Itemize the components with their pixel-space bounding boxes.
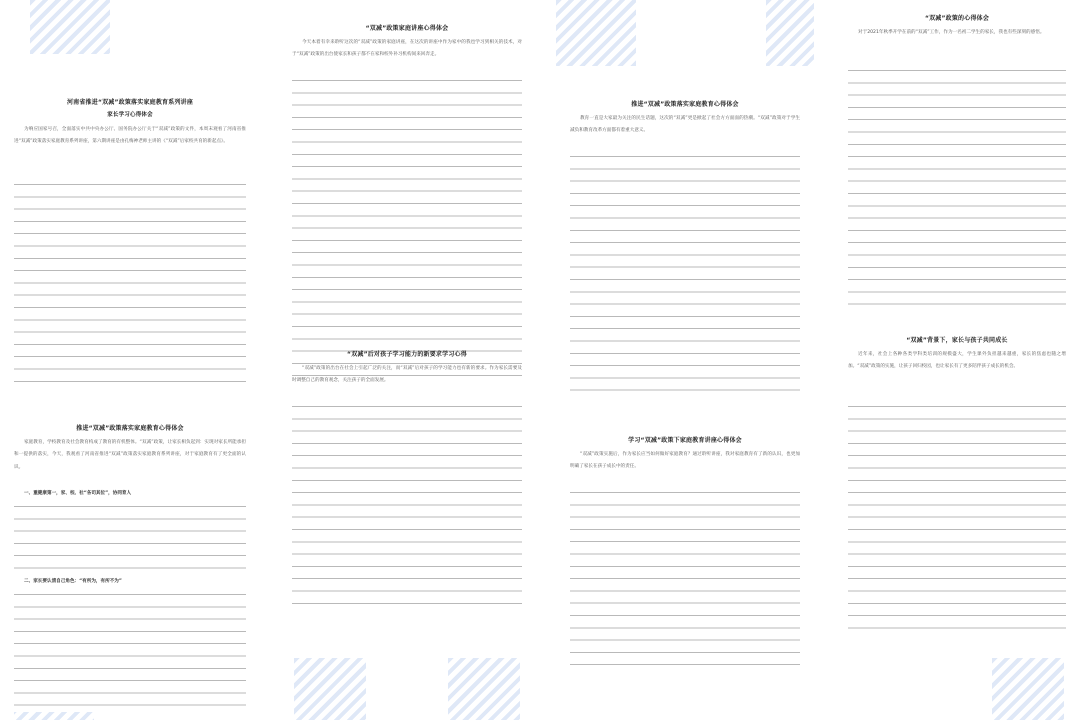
- decorative-stripes: [766, 0, 814, 66]
- article-intro: 家庭教育，学校教育及社会教育构成了教育的有机整体。“双减”政策，让家长相负起到：实现对家长所能承担和一提供的落实，今天，我观看了河南省推进“双减”政策落实家庭教育系列讲座，对于家庭教育有了更全面的认识。: [14, 440, 246, 470]
- article-title: 推进“双减”政策落实家庭教育心得体会: [631, 101, 739, 108]
- article-subtitle: 家长学习心得体会: [107, 112, 153, 118]
- article-section: [0, 98, 260, 149]
- body-text-lines: [14, 180, 246, 388]
- body-text-lines: [292, 76, 522, 382]
- section-heading: 一、重健康第一，家、校、社“各司其位”，协同育人: [24, 491, 132, 496]
- document-page-4: [834, 0, 1080, 720]
- document-page-1: [0, 0, 260, 720]
- article-title: 学习“双减”政策下家庭教育讲座心得体会: [628, 437, 742, 444]
- article-title: “双减”政策的心得体会: [924, 15, 990, 22]
- decorative-stripes: [992, 658, 1064, 720]
- article-section: [834, 14, 1080, 39]
- article-title: “双减”政策家庭讲座心得体会: [365, 25, 449, 32]
- document-page-3: [556, 0, 814, 720]
- article-intro: 为响应国家号召，全面落实中共中央办公厅、国务院办公厅关于“双减”政策的文件，本周末观看了河南省推进“双减”政策落实家庭教育系列讲座，第六期讲座是由孔梅神老师主讲的《“双减”后家校共育的新起点》。: [14, 127, 246, 145]
- article-title: 河南省推进“双减”政策落实家庭教育系列讲座: [66, 99, 194, 106]
- body-text-lines: [848, 402, 1066, 638]
- decorative-stripes: [556, 0, 636, 66]
- decorative-stripes: [30, 0, 110, 54]
- body-text-lines: [570, 488, 800, 676]
- article-section: [556, 100, 814, 138]
- article-section: [834, 336, 1080, 374]
- article-intro: 教育一直是大家最为关注的民生话题，这次的“双减”更是掀起了社会方方面面的热潮。“双减”政策对于学生减负和教育改革方面都有着重大意义。: [570, 116, 800, 134]
- article-title: 推进“双减”政策落实家庭教育心得体会: [76, 425, 184, 432]
- article-section: [556, 436, 814, 474]
- body-text-lines: [292, 402, 522, 614]
- article-intro: 对于2021年秋季开学在前的“双减”工作，作为一名初二学生的家长，我也有些深刻的感悟。: [858, 30, 1045, 35]
- article-intro: 近年来，社会上各种各类学科类培训的规模盛大，学生课外负担越来越重，家长的焦虑也随之增加。“双减”政策的实施，让孩子回归校园，也让家长有了更多陪伴孩子成长的机会。: [848, 352, 1066, 370]
- article-title: “双减”背景下，家长与孩子共同成长: [906, 337, 1008, 344]
- decorative-stripes: [294, 658, 366, 720]
- body-text-lines: [848, 66, 1066, 306]
- decorative-stripes: [448, 658, 520, 720]
- article-section: [278, 24, 536, 62]
- article-section: [278, 350, 536, 388]
- article-section: [0, 424, 260, 474]
- article-intro: “双减”政策实施后，作为家长应当如何做好家庭教育？通过聆听讲座，我对家庭教育有了新的认识，也更加明确了家长在孩子成长中的责任。: [570, 452, 800, 470]
- document-page-2: [278, 0, 536, 720]
- section-heading: 二、家长要认清自己角色：“有所为，有所不为”: [24, 579, 122, 584]
- body-text-lines: [570, 152, 800, 396]
- article-intro: 今天本着有幸来聆听这次的“双减”政策的家庭讲座，在这次的讲座中作为家中的我也学习到相关的技术，对于“双减”政策的出台使家长和孩子都不在家和校外补习机构间来回奔走。: [292, 40, 522, 58]
- article-title: “双减”后对孩子学习能力的新要求学习心得: [347, 351, 467, 358]
- body-text-lines: [14, 590, 246, 712]
- body-text-lines: [14, 502, 246, 574]
- article-intro: “双减”政策的出台在社会上引起广泛的关注，而“双减”后对孩子的学习能力也有新的要求。作为家长需要及时调整自己的教育观念，关注孩子的全面发展。: [292, 366, 522, 384]
